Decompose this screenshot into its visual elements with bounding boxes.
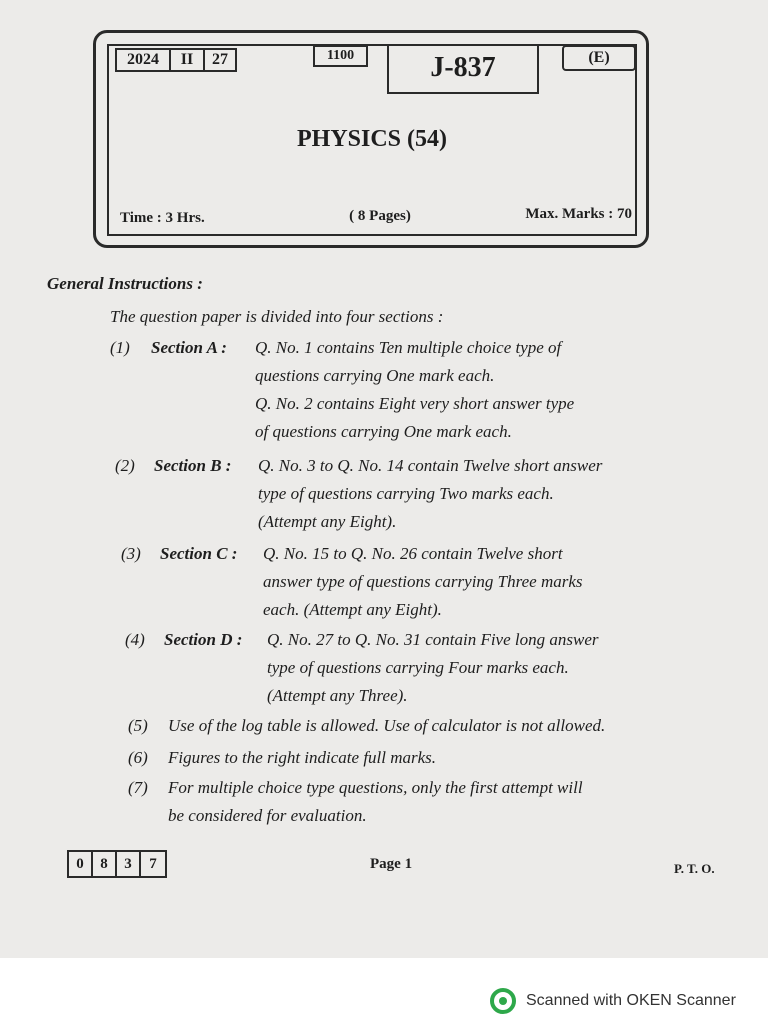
oken-scanner-icon — [490, 988, 516, 1014]
max-marks: Max. Marks : 70 — [525, 206, 632, 222]
section-label: Section B : — [154, 456, 232, 475]
instruction-line: Figures to the right indicate full marks. — [168, 748, 437, 767]
item-number: (3) — [121, 544, 141, 563]
session-day: 27 — [212, 51, 228, 68]
instruction-line: (Attempt any Eight). — [258, 512, 397, 531]
code-digit: 7 — [149, 855, 157, 872]
code-digit: 3 — [117, 852, 141, 876]
item-number: (4) — [125, 630, 145, 649]
paper-code: J-837 — [387, 44, 539, 94]
instruction-line: For multiple choice type questions, only the first attempt will — [168, 778, 583, 797]
instruction-line: Q. No. 1 contains Ten multiple choice type of — [255, 338, 562, 357]
instruction-line: type of questions carrying Four marks each. — [267, 658, 569, 677]
instruction-line: Q. No. 3 to Q. No. 14 contain Twelve short answer — [258, 456, 603, 475]
section-label: Section C : — [160, 544, 238, 563]
item-number: (7) — [128, 778, 148, 797]
code-digit: 0 — [69, 852, 93, 876]
section-label: Section D : — [164, 630, 243, 649]
page-number: Page 1 — [370, 856, 413, 872]
instruction-line: (Attempt any Three). — [267, 686, 408, 705]
instruction-line: questions carrying One mark each. — [255, 366, 495, 385]
instruction-line: of questions carrying One mark each. — [255, 422, 512, 441]
session-year: 2024 — [117, 50, 171, 70]
scanner-text: Scanned with OKEN Scanner — [526, 992, 736, 1009]
section-b-instruction — [115, 452, 655, 542]
section-c-instruction — [121, 540, 661, 630]
instructions-intro: The question paper is divided into four sections : — [110, 307, 444, 326]
item-number: (6) — [128, 748, 148, 767]
note-full-marks — [128, 744, 668, 774]
instruction-line: Q. No. 27 to Q. No. 31 contain Five long answer — [267, 630, 599, 649]
language-code: (E) — [562, 45, 636, 71]
instructions-heading: General Instructions : — [47, 274, 203, 293]
session-code-box — [115, 48, 237, 72]
instruction-line: Q. No. 2 contains Eight very short answer type — [255, 394, 575, 413]
session-term: II — [171, 50, 205, 70]
item-number: (5) — [128, 716, 148, 735]
note-first-attempt — [128, 774, 668, 834]
instruction-line: Q. No. 15 to Q. No. 26 contain Twelve short — [263, 544, 563, 563]
instruction-line: be considered for evaluation. — [168, 806, 367, 825]
item-number: (1) — [110, 338, 130, 357]
paper-code-footer-box — [67, 850, 167, 878]
instruction-line: type of questions carrying Two marks each. — [258, 484, 554, 503]
scanner-watermark — [490, 988, 736, 1014]
subject-title: PHYSICS (54) — [296, 126, 447, 152]
instruction-line: answer type of questions carrying Three marks — [263, 572, 583, 591]
page-count: ( 8 Pages) — [349, 208, 411, 224]
seat-code-box: 1100 — [313, 45, 368, 67]
item-number: (2) — [115, 456, 135, 475]
code-digit: 8 — [93, 852, 117, 876]
instruction-line: Use of the log table is allowed. Use of calculator is not allowed. — [168, 716, 606, 735]
section-a-instruction — [110, 334, 650, 454]
exam-time: Time : 3 Hrs. — [120, 210, 205, 226]
pto-label: P. T. O. — [674, 861, 715, 876]
section-label: Section A : — [151, 338, 227, 357]
instruction-line: each. (Attempt any Eight). — [263, 600, 442, 619]
section-d-instruction — [125, 626, 665, 716]
note-log-table — [128, 712, 668, 742]
